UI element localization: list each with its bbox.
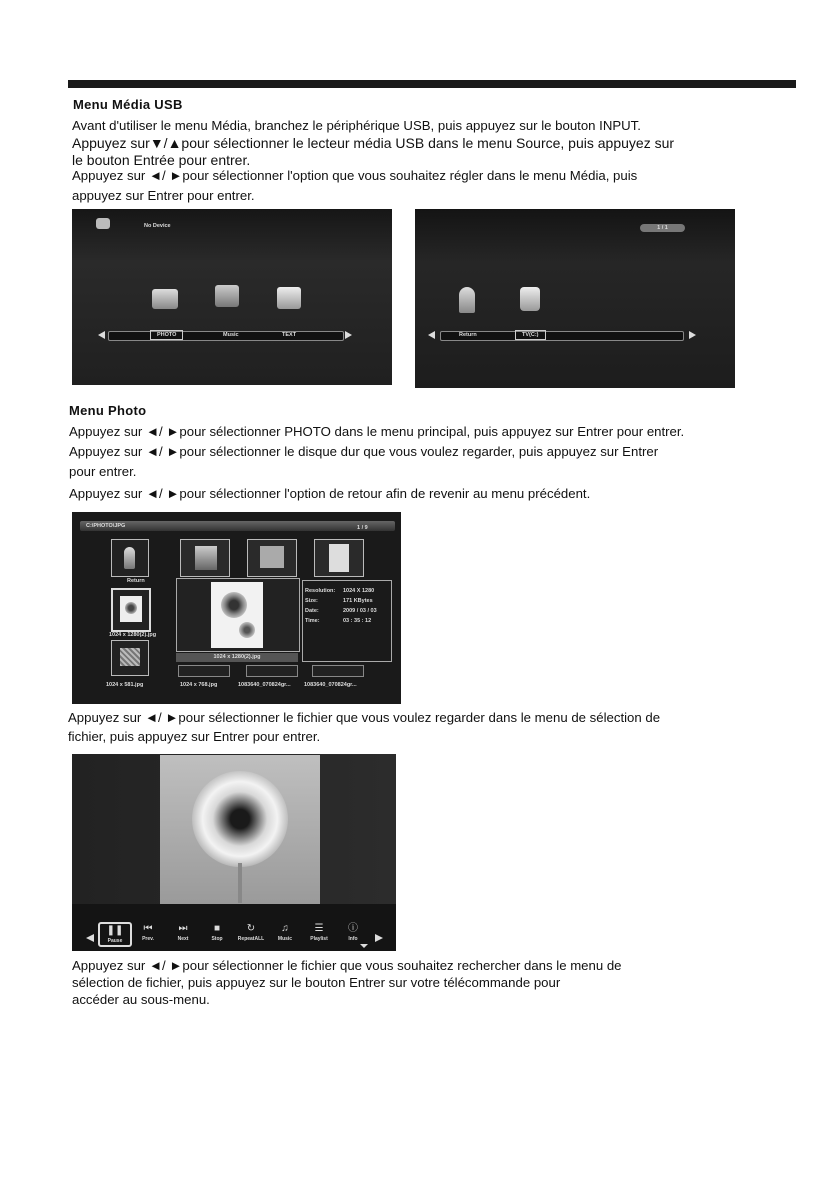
return-tile[interactable] [111,539,149,577]
flower-thumbnail [329,544,349,572]
paragraph-line: Avant d'utiliser le menu Média, branchez le périphérique USB, puis appuyez sur le bouton INPUT. [72,118,641,133]
info-value: 03 : 35 : 12 [343,618,372,624]
return-icon[interactable] [459,287,475,313]
menu-item-drive[interactable]: TV(C:) [515,330,546,340]
screenshot-media-menu [72,209,392,385]
playlist-button[interactable]: ☰ Playlist [304,923,334,942]
file-name: 1024 x 768.jpg [180,682,218,688]
page-counter: 1 / 1 [640,224,685,232]
arrow-right-icon[interactable] [689,331,696,339]
image-tile[interactable] [178,665,230,677]
info-key: Date: [305,608,319,614]
info-value: 2009 / 03 / 03 [343,608,377,614]
image-tile[interactable] [111,640,149,676]
file-name: 1083640_070824gr... [304,682,357,688]
path-label: C:\PHOTO\JPG [86,523,126,529]
drive-icon[interactable] [520,287,540,311]
paragraph-line: Appuyez sur ◄/ ►pour sélectionner l'option que vous souhaitez régler dans le menu Média, puis [72,168,638,183]
arrow-left-icon[interactable] [428,331,435,339]
prev-button[interactable]: ⏮ Prev. [133,923,163,942]
music-icon: ♫ [281,923,289,934]
info-button[interactable]: ⓘ Info [338,923,368,942]
menu-item-photo[interactable]: PHOTO [150,330,183,340]
repeat-button[interactable]: ↻ RepeatALL [237,923,265,942]
arrow-left-icon[interactable] [98,331,105,339]
paragraph-line: appuyez sur Entrer pour entrer. [72,188,255,203]
photo-camera-icon[interactable] [152,289,178,309]
playlist-icon: ☰ [314,923,324,934]
info-panel [302,580,392,662]
menu-item-music[interactable]: Music [223,332,239,338]
menu-item-text[interactable]: TEXT [282,332,297,338]
menu-item-return[interactable]: Return [459,332,477,338]
info-icon: ⓘ [348,923,358,934]
image-tile[interactable] [314,539,364,577]
file-tile[interactable] [247,539,297,577]
paragraph-line: Appuyez sur ◄/ ►pour sélectionner l'option de retour afin de revenir au menu précédent. [69,486,591,501]
arrow-left-icon[interactable] [86,934,94,942]
image-tile[interactable] [312,665,364,677]
arrow-right-icon[interactable] [375,934,383,942]
paragraph-line: sélection de fichier, puis appuyez sur le bouton Entrer sur votre télécommande pour [72,975,561,990]
preview-frame [176,578,300,652]
text-document-icon[interactable] [277,287,301,309]
pause-icon: ❚❚ [106,925,124,936]
arrow-right-icon[interactable] [345,331,352,339]
document-thumbnail [260,546,284,568]
paragraph-line: Appuyez sur ◄/ ►pour sélectionner le fichier que vous voulez regarder dans le menu de sélection de [68,710,661,725]
music-button[interactable]: ♫ Music [270,923,300,942]
pause-button[interactable]: ❚❚ Pause [98,922,132,947]
screenshot-photo-viewer [72,754,396,951]
info-value: 1024 X 1280 [343,588,375,594]
section-title-usb: Menu Média USB [73,97,183,112]
page-counter: 1 / 9 [357,525,368,531]
paragraph-line: pour entrer. [69,464,137,479]
image-tile[interactable] [246,665,298,677]
flower-thumbnail [120,596,142,622]
paragraph-line: fichier, puis appuyez sur Entrer pour entrer. [68,729,321,744]
screenshot-photo-browser [72,512,401,704]
info-value: 171 KBytes [343,598,373,604]
image-thumbnail [120,648,140,666]
music-icon[interactable] [215,285,239,307]
next-icon: ⏭ [178,923,188,934]
return-label: Return [127,578,145,584]
return-icon [124,547,135,569]
paragraph-line: Appuyez sur▼/▲pour sélectionner le lecteur média USB dans le menu Source, puis appuyez sur [72,135,675,151]
path-bar [80,521,395,531]
chevron-down-icon [360,944,368,948]
stop-button[interactable]: ■ Stop [202,923,232,942]
repeat-icon: ↻ [246,923,256,934]
preview-image [211,582,263,648]
preview-caption: 1024 x 1280(2).jpg [176,653,298,662]
folder-tile[interactable] [180,539,230,577]
file-name: 1083640_070824gr... [238,682,291,688]
folder-icon [195,546,217,570]
paragraph-line: Appuyez sur ◄/ ►pour sélectionner le fichier que vous souhaitez rechercher dans le menu de [72,958,622,973]
header-rule [68,80,796,88]
flower-image [192,771,288,867]
paragraph-line: Appuyez sur ◄/ ►pour sélectionner PHOTO dans le menu principal, puis appuyez sur Entrer pour entrer. [69,424,685,439]
info-key: Time: [305,618,320,624]
file-name: 1024 x 581.jpg [106,682,144,688]
paragraph-line: Appuyez sur ◄/ ►pour sélectionner le disque dur que vous voulez regarder, puis appuyez sur Entrer [69,444,659,459]
paragraph-line: le bouton Entrée pour entrer. [72,152,251,168]
selected-image-tile[interactable] [111,588,151,632]
screenshot-drive-menu [415,209,735,388]
selected-file-name: 1024 x 1280(2).jpg [109,632,157,638]
section-title-photo: Menu Photo [69,403,147,418]
info-key: Size: [305,598,318,604]
next-button[interactable]: ⏭ Next [168,923,198,942]
usb-device-icon [96,218,110,229]
no-device-label: No Device [144,223,171,229]
info-key: Resolution: [305,588,336,594]
prev-icon: ⏮ [143,923,153,934]
photo-display [160,755,320,905]
paragraph-line: accéder au sous-menu. [72,992,210,1007]
stop-icon: ■ [213,923,221,934]
